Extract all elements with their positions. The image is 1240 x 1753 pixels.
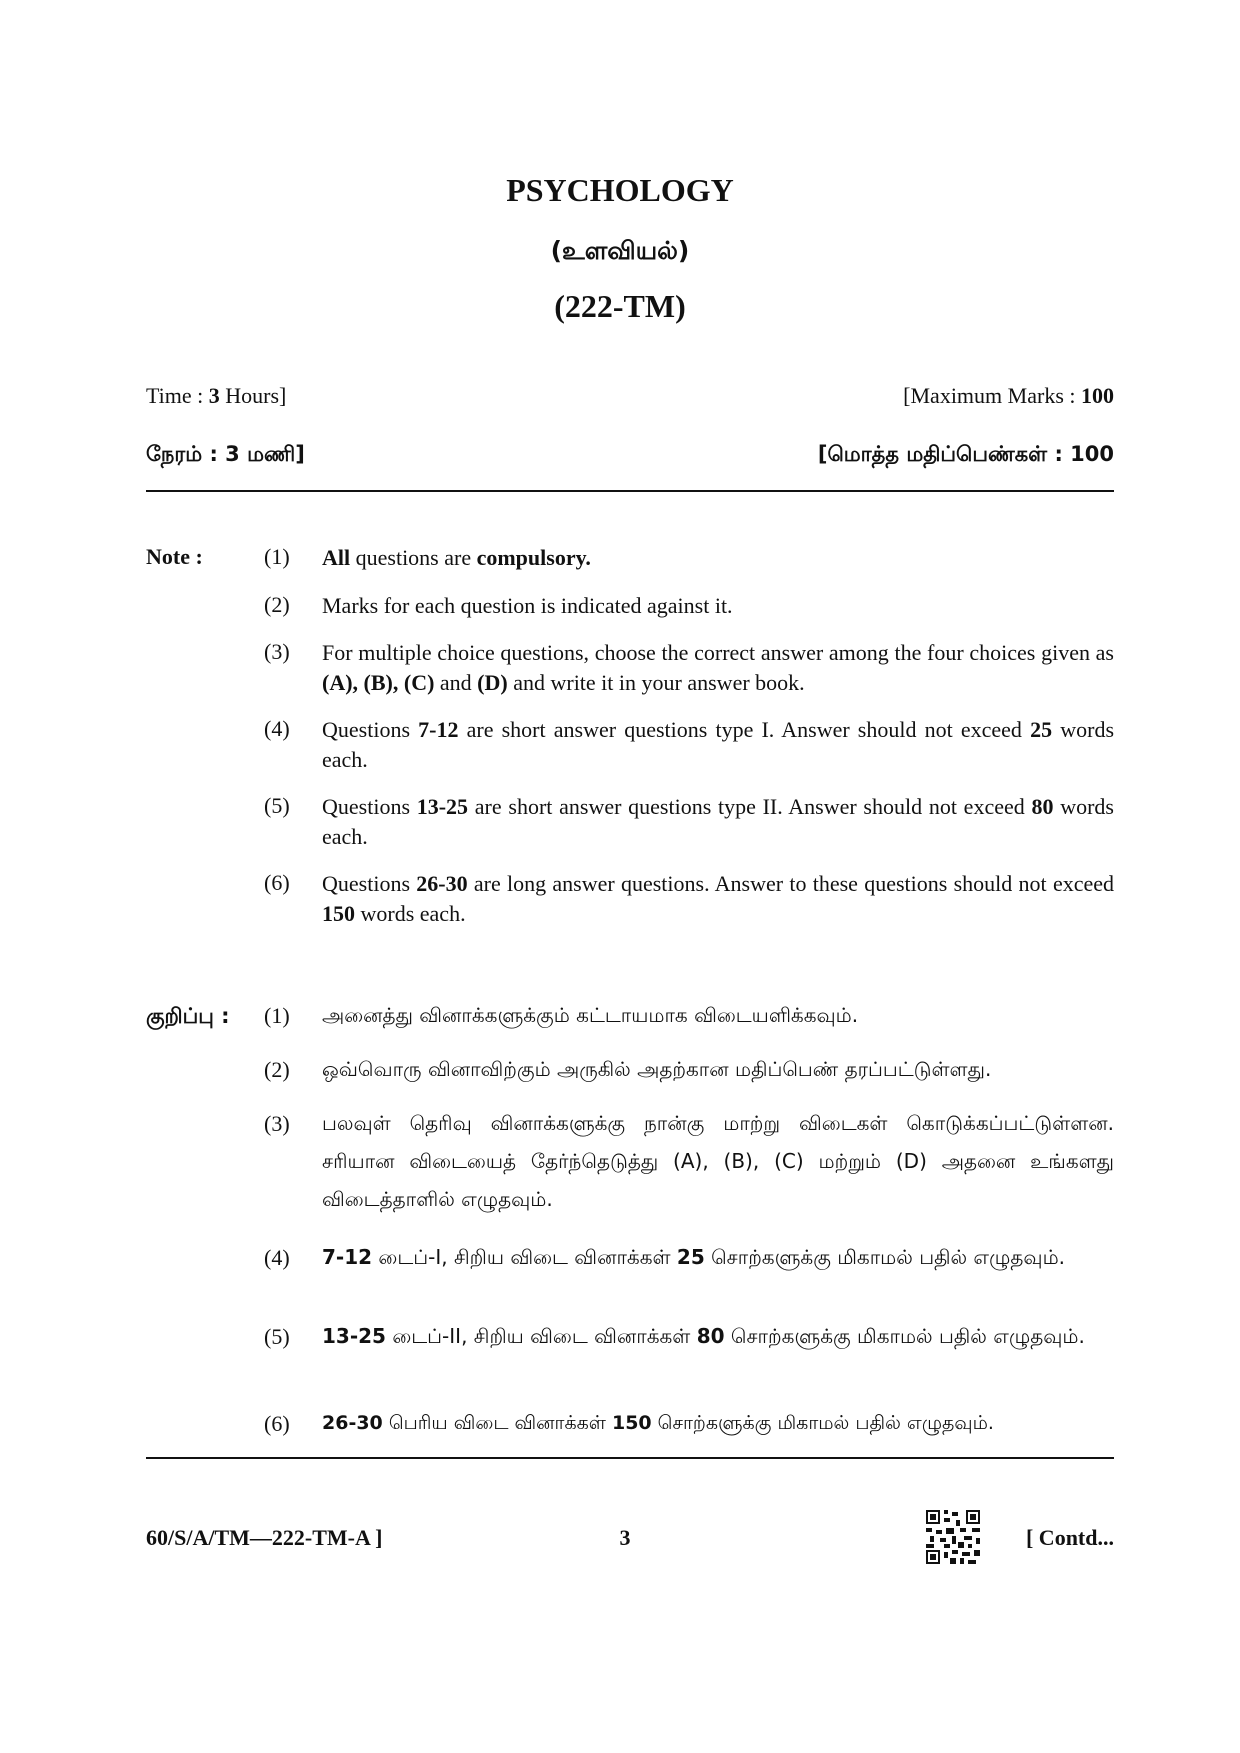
subject-code: (222-TM) [554, 288, 686, 324]
note-ta-item-6: 26-30 பெரிய விடை வினாக்கள் 150 சொற்களுக்கு மிகாமல் பதில் எழுதவும். [322, 1412, 994, 1434]
note-ta-item-4: 7-12 டைப்-I, சிறிய விடை வினாக்கள் 25 சொற்களுக்கு மிகாமல் பதில் எழுதவும். [322, 1245, 1066, 1269]
time-line [146, 383, 286, 409]
page-number: 3 [619, 1525, 631, 1550]
subject-title-tamil: (உளவியல்) [550, 236, 690, 265]
note-item-4: Questions 7-12 are short answer questions type I. Answer should not exceed 25 words each. [322, 717, 1115, 772]
note-ta-num-3: (3) [264, 1111, 290, 1136]
note-num-1: (1) [264, 544, 290, 569]
marks-line [903, 383, 1114, 409]
note-ta-item-3: பலவுள் தெரிவு வினாக்களுக்கு நான்கு மாற்று விடைகள் கொடுக்கப்பட்டுள்ளன. சரியான விடையைத் தேர்ந்தெடுத்து (A), (B), (C) மற்றும் (D) அதனை உங்களது விடைத்தாளில் எழுதவும். [322, 1111, 1114, 1211]
qr-code-icon [926, 1510, 980, 1564]
note-item-6: Questions 26-30 are long answer questions. Answer to these questions should not exceed 150 words each. [322, 871, 1115, 926]
note-item-2: Marks for each question is indicated against it. [322, 593, 733, 618]
marks-value: 100 [1081, 383, 1114, 408]
time-label: Time : [146, 383, 209, 408]
marks-label-tamil: [மொத்த மதிப்பெண்கள் : [817, 442, 1071, 466]
footer-divider [146, 1457, 1114, 1459]
note-ta-num-6: (6) [264, 1411, 290, 1436]
note-ta-num-4: (4) [264, 1245, 290, 1270]
time-unit: Hours] [219, 383, 287, 408]
marks-line-tamil [818, 442, 1114, 469]
note-item-1: All questions are compulsory. [322, 545, 591, 570]
marks-value-tamil: 100 [1070, 442, 1114, 466]
time-value: 3 [208, 383, 220, 408]
note-ta-item-2: ஒவ்வொரு வினாவிற்கும் அருகில் அதற்கான மதிப்பெண் தரப்பட்டுள்ளது. [322, 1057, 992, 1081]
time-value-tamil: 3 [225, 442, 240, 466]
note-label-tamil: குறிப்பு : [146, 1004, 230, 1028]
note-item-3: For multiple choice questions, choose the correct answer among the four choices given as (A), (B), (C) and (D) and write it in your answer book. [322, 640, 1114, 695]
note-num-3: (3) [264, 639, 290, 664]
note-num-5: (5) [264, 793, 290, 818]
paper-code: 60/S/A/TM—222-TM-A ] [146, 1525, 383, 1550]
note-num-4: (4) [264, 716, 290, 741]
note-ta-num-1: (1) [264, 1003, 290, 1028]
time-label-tamil: நேரம் : [146, 442, 226, 466]
note-ta-item-5: 13-25 டைப்-II, சிறிய விடை வினாக்கள் 80 சொற்களுக்கு மிகாமல் பதில் எழுதவும். [322, 1324, 1085, 1348]
note-ta-num-5: (5) [264, 1324, 290, 1349]
subject-title: PSYCHOLOGY [506, 172, 734, 208]
note-num-6: (6) [264, 870, 290, 895]
note-item-5: Questions 13-25 are short answer questions type II. Answer should not exceed 80 words each. [322, 794, 1114, 849]
continued-label: [ Contd... [1025, 1525, 1114, 1550]
time-unit-tamil: மணி] [239, 442, 305, 466]
note-ta-item-1: அனைத்து வினாக்களுக்கும் கட்டாயமாக விடையளிக்கவும். [322, 1003, 859, 1027]
note-label: Note : [146, 544, 203, 569]
time-line-tamil [146, 442, 305, 469]
header-divider [146, 490, 1114, 492]
marks-label: [Maximum Marks : [903, 383, 1081, 408]
note-num-2: (2) [264, 592, 290, 617]
note-ta-num-2: (2) [264, 1057, 290, 1082]
